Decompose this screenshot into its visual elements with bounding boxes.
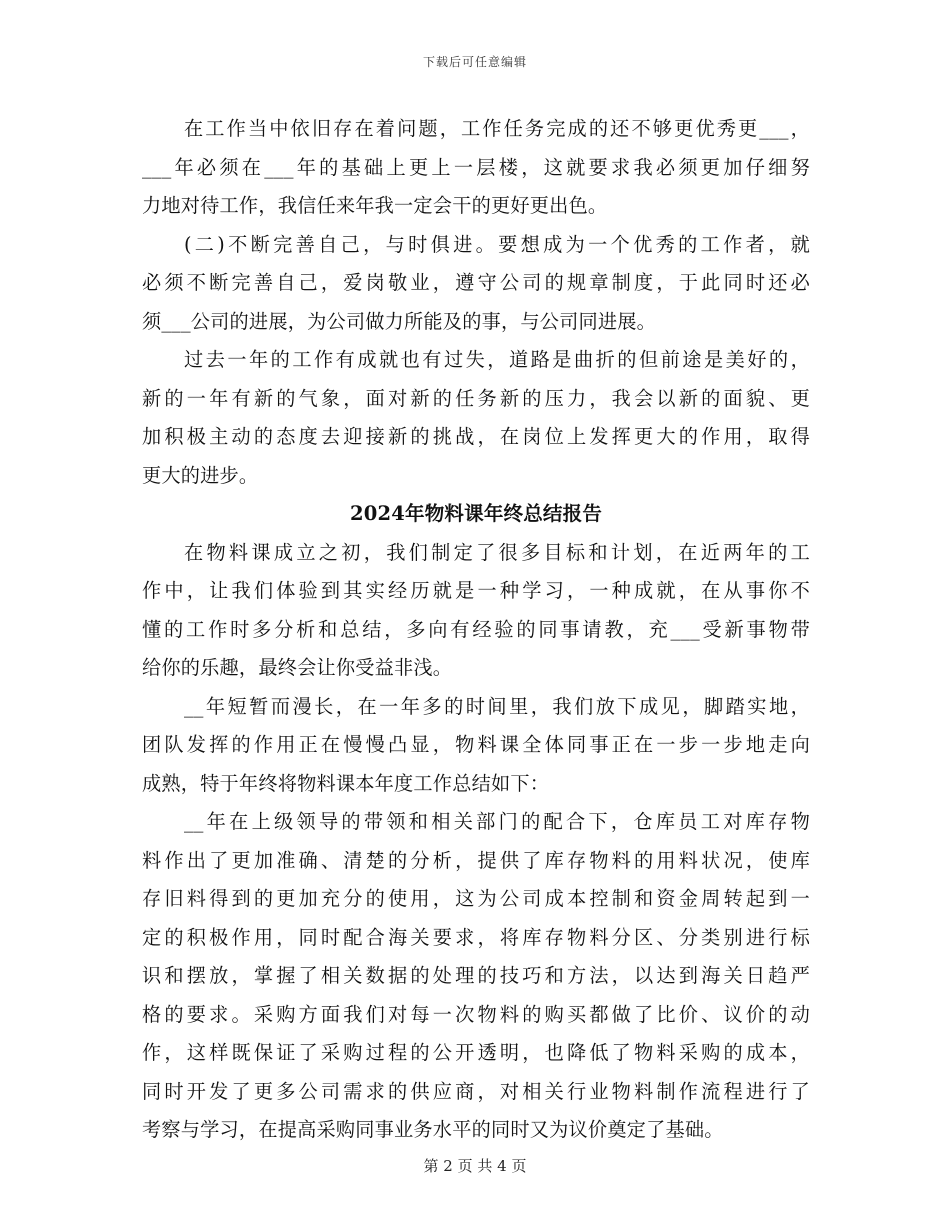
text-line: 定的积极作用，同时配合海关要求，将库存物料分区、分类别进行标 [142,925,810,949]
text-line: 须___公司的进展，为公司做力所能及的事，与公司同进展。 [142,309,657,333]
page-number-footer: 第 2 页 共 4 页 [423,1157,527,1175]
text-line: 识和摆放，掌握了相关数据的处理的技巧和方法，以达到海关日趋严 [142,964,810,987]
text-line: ___年必须在___年的基础上更上一层楼，这就要求我必须更加仔细努 [142,155,810,179]
document-body [142,110,810,1150]
text-line: 存旧料得到的更加充分的使用，这为公司成本控制和资金周转起到一 [142,887,810,910]
text-line: 作中，让我们体验到其实经历就是一种学习，一种成就，在从事你不 [142,579,810,602]
page-header-note: 下载后可任意编辑 [422,55,527,69]
text-line: 更大的进步。 [142,463,259,487]
text-line: 作，这样既保证了采购过程的公开透明，也降低了物料采购的成本， [142,1041,810,1064]
text-line: 格的要求。采购方面我们对每一次物料的购买都做了比价、议价的动 [142,1002,810,1026]
text-line: 过去一年的工作有成就也有过失，道路是曲折的但前途是美好的， [184,348,810,371]
section-title: 2024年物料课年终总结报告 [349,502,603,525]
text-line: 懂的工作时多分析和总结，多向有经验的同事请教，充___受新事物带 [142,617,810,641]
text-line: __年短暂而漫长，在一年多的时间里，我们放下成见，脚踏实地， [184,694,810,718]
text-line: 在工作当中依旧存在着问题，工作任务完成的还不够更优秀更___， [184,117,810,140]
text-line: 料作出了更加准确、清楚的分析，提供了库存物料的用料状况，使库 [142,848,810,872]
text-line: __年在上级领导的带领和相关部门的配合下，仓库员工对库存物 [184,810,810,833]
text-line: (二)不断完善自己，与时俱进。要想成为一个优秀的工作者，就 [184,232,810,256]
text-line: 成熟，特于年终将物料课本年度工作总结如下： [142,771,550,795]
text-line: 给你的乐趣，最终会让你受益非浅。 [142,656,453,679]
text-line: 同时开发了更多公司需求的供应商，对相关行业物料制作流程进行了 [142,1079,810,1103]
text-line: 力地对待工作，我信任来年我一定会干的更好更出色。 [142,194,608,217]
text-line: 新的一年有新的气象，面对新的任务新的压力，我会以新的面貌、更 [142,386,810,410]
text-line: 加积极主动的态度去迎接新的挑战，在岗位上发挥更大的作用，取得 [142,425,810,448]
text-line: 团队发挥的作用正在慢慢凸显，物料课全体同事正在一步一步地走向 [142,733,810,756]
text-line: 在物料课成立之初，我们制定了很多目标和计划，在近两年的工 [184,540,810,564]
text-line: 必须不断完善自己，爱岗敬业，遵守公司的规章制度，于此同时还必 [142,271,810,294]
text-line: 考察与学习，在提高采购同事业务水平的同时又为议价奠定了基础。 [142,1118,724,1141]
